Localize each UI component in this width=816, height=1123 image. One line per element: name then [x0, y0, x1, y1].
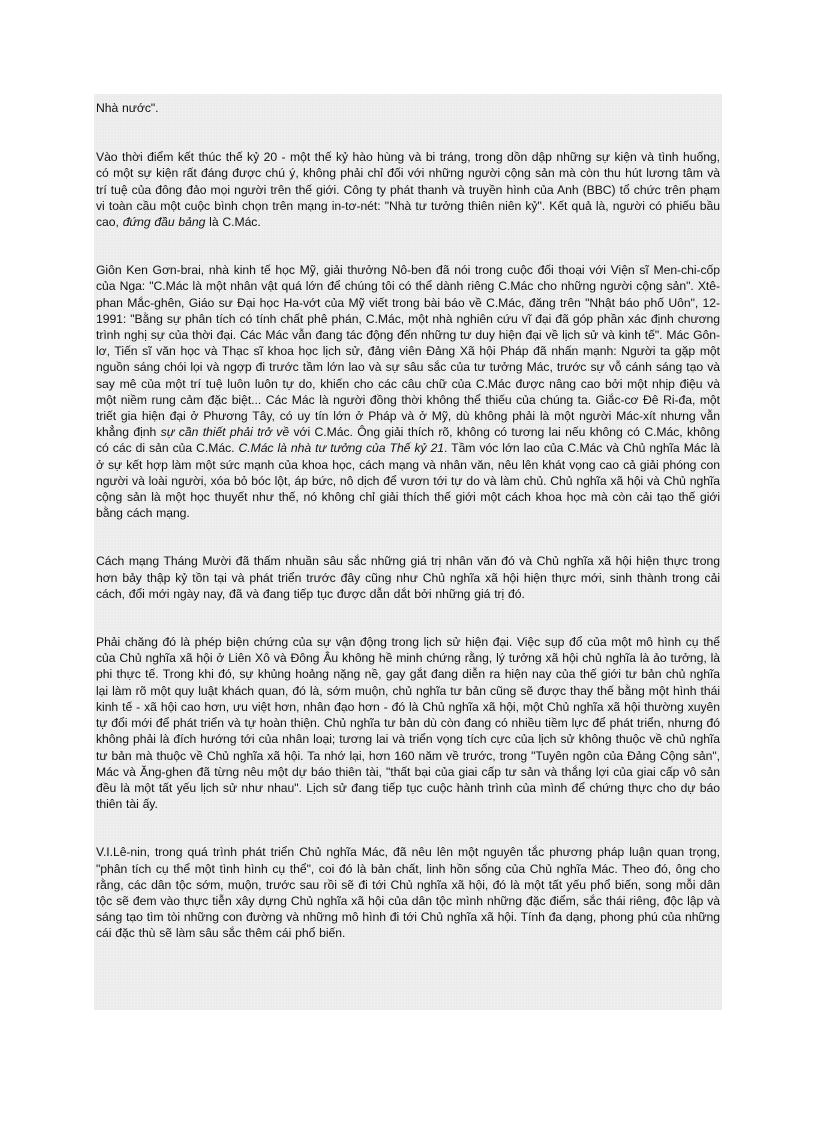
paragraph-2	[96, 149, 720, 230]
text-run: là C.Mác.	[205, 215, 261, 230]
text-run: Cách mạng Tháng Mười đã thấm nhuần sâu sắc những giá trị nhân văn đó và Chủ nghĩa xã hội hiện thực trong hơn bảy thập kỷ tồn tại và phát triển trước đây cũng như Chủ nghĩa xã hội hiện thực mới, sinh thành trong cải cách, đổi mới ngày nay, đã và đang tiếp tục được dẫn dắt bởi những giá trị đó.	[96, 554, 720, 601]
text-run: Nhà nước".	[96, 101, 159, 115]
text-run: với C.Mác. Ông giải thích rõ, không có tương lai nếu không có C.Mác, không có các di sản của C.Mác.	[96, 425, 720, 456]
paragraph-1	[96, 100, 720, 116]
text-run: Vào thời điểm kết thúc thế kỷ 20 - một thế kỷ hào hùng và bi tráng, trong dồn dập những sự kiện và tình huống, có một sự kiện rất đáng được chú ý, không phải chỉ đối với những người cộng sản mà còn thu hút lương tâm và trí tuệ của đông đảo mọi người trên thế giới. Công ty phát thanh và truyền hình của Anh (BBC) tổ chức trên phạm vi toàn cầu một cuộc bình chọn trên mạng in-tơ-nét: "Nhà tư tưởng thiên niên kỷ". Kết quả là, người có phiếu bầu cao,	[96, 150, 720, 230]
paragraph-5	[96, 634, 720, 812]
text-run: Giôn Ken Gơn-brai, nhà kinh tế học Mỹ, giải thưởng Nô-ben đã nói trong cuộc đối thoại với Viện sĩ Men-chi-cốp của Nga: "C.Mác là một nhân vật quá lớn để chúng tôi có thể dành riêng C.Mác cho những người cộng sản". Xtê-phan Mắc-ghên, Giáo sư Đại học Ha-vớt của Mỹ viết trong bài báo về C.Mác, đăng trên "Nhật báo phố Uôn", 12-1991: "Bằng sự phân tích có tính chất phê phán, C.Mác, một nhà nghiên cứu vĩ đại đã góp phần xác định chương trình nghị sự của thời đại. Các Mác vẫn đang tác động đến những tư duy hiện đại về lịch sử và kinh tế". Mác Gôn-lơ, Tiến sĩ văn học và Thạc sĩ khoa học lịch sử, đảng viên Đảng Xã hội Pháp đã nhấn mạnh: Người ta gặp một nguồn sáng chói lọi và ngợp đi trước tầm lớn lao và sự sâu sắc của tư tưởng Mác, trước sự vỗ cánh sáng tạo và say mê của một trí tuệ luôn luôn tự do, khiến cho các câu chữ của C.Mác được nâng cao bởi một nhịp điệu và một niềm rung cảm đặc biệt... Các Mác là người đồng thời không thể thiếu của chúng ta. Giắc-cơ Đê Ri-đa, một triết gia hiện đại ở Phương Tây, có uy tín lớn ở Pháp và ở Mỹ, dù không phải là một người Mác-xít nhưng vẫn khẳng định	[96, 263, 720, 440]
text-run: . Tầm vóc lớn lao của C.Mác và Chủ nghĩa Mác là ở sự kết hợp làm một sức mạnh của khoa học, cách mạng và nhân văn, nêu lên khát vọng cao cả giải phóng con người và loài người, xóa bỏ bóc lột, áp bức, nô dịch để vươn tới tự do và làm chủ. Chủ nghĩa xã hội và Chủ nghĩa cộng sản là một học thuyết như thế, nó không chỉ giải thích thế giới một cách khoa học mà còn cải tạo thế giới bằng cách mạng.	[96, 441, 720, 521]
italic-emphasis: đứng đầu bảng	[122, 215, 206, 230]
paragraph-4	[96, 553, 720, 602]
italic-emphasis: C.Mác là nhà tư tưởng của Thế kỷ 21	[238, 441, 445, 456]
document-body	[96, 100, 720, 942]
paragraph-3	[96, 262, 720, 521]
italic-emphasis: sự cần thiết phải trở về	[160, 425, 290, 440]
paragraph-6	[96, 844, 720, 941]
text-run: V.I.Lê-nin, trong quá trình phát triển Chủ nghĩa Mác, đã nêu lên một nguyên tắc phương pháp luận quan trọng, "phân tích cụ thể một tình hình cụ thể", coi đó là bản chất, linh hồn sống của Chủ nghĩa Mác. Theo đó, ông cho rằng, các dân tộc sớm, muộn, trước sau rồi sẽ đi tới Chủ nghĩa xã hội, đó là một tất yếu phổ biến, song mỗi dân tộc sẽ đem vào thực tiễn xây dựng Chủ nghĩa xã hội của dân tộc mình những đặc điểm, sắc thái riêng, độc lập và sáng tạo tìm tòi những con đường và những mô hình đi tới Chủ nghĩa xã hội. Tính đa dạng, phong phú của những cái đặc thù sẽ làm sâu sắc thêm cái phổ biến.	[96, 845, 720, 941]
text-run: Phải chăng đó là phép biện chứng của sự vận động trong lịch sử hiện đại. Việc sụp đổ của một mô hình cụ thể của Chủ nghĩa xã hội ở Liên Xô và Đông Âu không hề minh chứng rằng, lý tưởng xã hội chủ nghĩa là ảo tưởng, là phi thực tế. Trong khi đó, sự khủng hoảng nặng nề, gay gắt đang diễn ra hiện nay của thế giới tư bản chủ nghĩa lại làm rõ một quy luật khách quan, đó là, sớm muộn, chủ nghĩa tư bản cũng sẽ được thay thế bằng một hình thái kinh tế - xã hội cao hơn, ưu việt hơn, nhân đạo hơn - đó là Chủ nghĩa xã hội, một Chủ nghĩa xã hội thường xuyên tự đổi mới để phát triển và tự hoàn thiện. Chủ nghĩa tư bản dù còn đang có nhiều tiềm lực để phát triển, nhưng đó không phải là đích hướng tới của nhân loại; tương lai và triển vọng tích cực của lịch sử không thuộc về chủ nghĩa tư bản mà thuộc về Chủ nghĩa xã hội. Ta nhớ lại, hơn 160 năm về trước, trong "Tuyên ngôn của Đảng Cộng sản", Mác và Ăng-ghen đã từng nêu một dự báo thiên tài, "thất bại của giai cấp tư sản và thắng lợi của giai cấp vô sản đều là một tất yếu lịch sử như nhau". Lịch sử đang tiếp tục cuộc hành trình của mình để chứng thực cho dự báo thiên tài ấy.	[96, 635, 720, 812]
